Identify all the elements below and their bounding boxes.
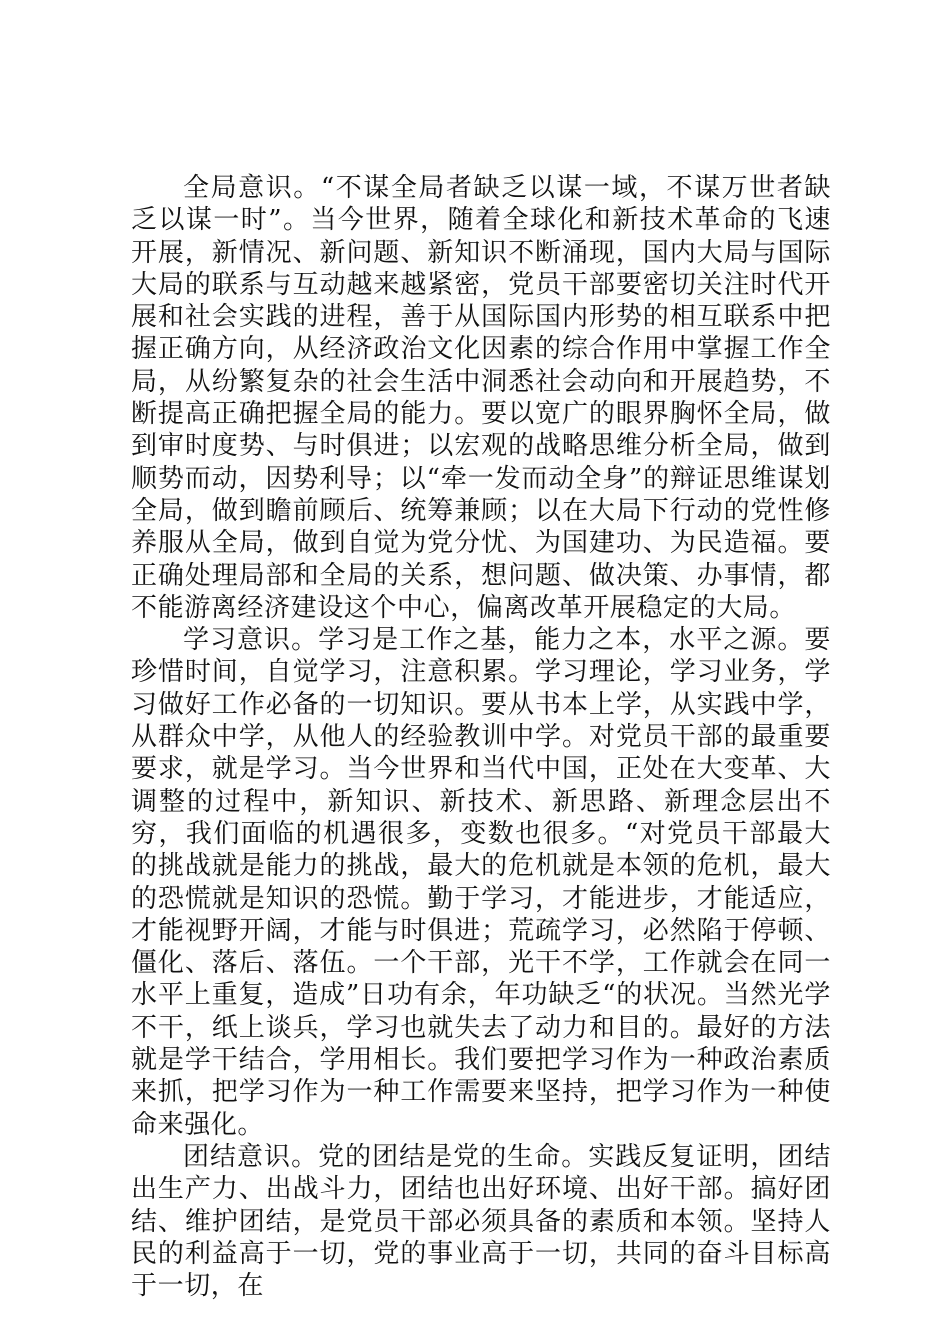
paragraph-unity-awareness: 团结意识。党的团结是党的生命。实践反复证明，团结出生产力、出战斗力，团结也出好环境、出好干部。搞好团结、维护团结，是党员干部必须具备的素质和本领。坚持人民的利益高于一切，党的事业高于一切，共同的奋斗目标高于一切，在 bbox=[131, 1141, 831, 1302]
paragraph-global-awareness: 全局意识。“不谋全局者缺乏以谋一域，不谋万世者缺乏以谋一时”。当今世界，随着全球化和新技术革命的飞速开展，新情况、新问题、新知识不断涌现，国内大局与国际大局的联系与互动越来越紧密，党员干部要密切关注时代开展和社会实践的进程，善于从国际国内形势的相互联系中把握正确方向，从经济政治文化因素的综合作用中掌握工作全局，从纷繁复杂的社会生活中洞悉社会动向和开展趋势，不断提高正确把握全局的能力。要以宽广的眼界胸怀全局，做到审时度势、与时俱进；以宏观的战略思维分析全局，做到顺势而动，因势利导；以“牵一发而动全身”的辩证思维谋划全局，做到瞻前顾后、统筹兼顾；以在大局下行动的党性修养服从全局，做到自觉为党分忧、为国建功、为民造福。要正确处理局部和全局的关系，想问题、做决策、办事情，都不能游离经济建设这个中心，偏离改革开展稳定的大局。 bbox=[131, 173, 831, 623]
paragraph-learning-awareness: 学习意识。学习是工作之基，能力之本，水平之源。要珍惜时间，自觉学习，注意积累。学习理论，学习业务，学习做好工作必备的一切知识。要从书本上学，从实践中学，从群众中学，从他人的经验教训中学。对党员干部的最重要要求，就是学习。当今世界和当代中国，正处在大变革、大调整的过程中，新知识、新技术、新思路、新理念层出不穷，我们面临的机遇很多，变数也很多。“对党员干部最大的挑战就是能力的挑战，最大的危机就是本领的危机，最大的恐慌就是知识的恐慌。勤于学习，才能进步，才能适应，才能视野开阔，才能与时俱进；荒疏学习，必然陷于停顿、僵化、落后、落伍。一个干部，光干不学，工作就会在同一水平上重复，造成”日功有余，年功缺乏“的状况。当然光学不干，纸上谈兵，学习也就失去了动力和目的。最好的方法就是学干结合，学用相长。我们要把学习作为一种政治素质来抓，把学习作为一种工作需要来坚持，把学习作为一种使命来强化。 bbox=[131, 625, 831, 1140]
body-text bbox=[131, 172, 831, 1302]
